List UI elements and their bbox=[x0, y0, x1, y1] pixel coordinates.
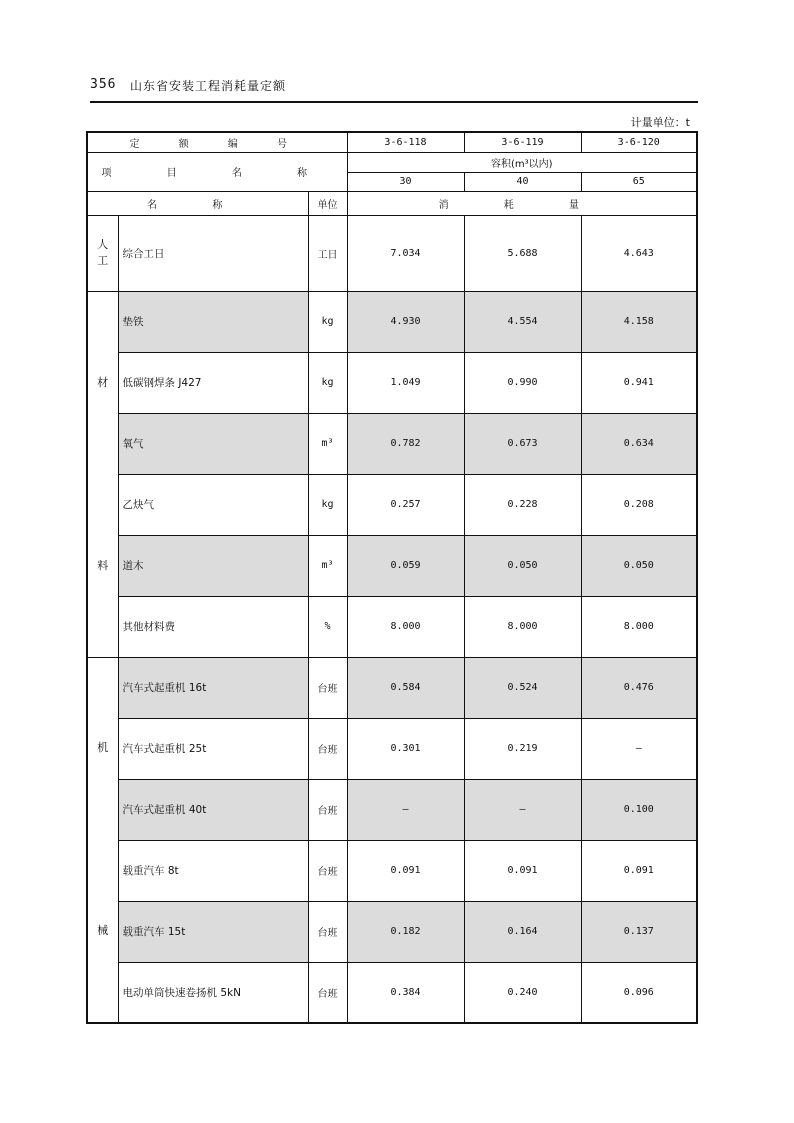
item-value: 8.000 bbox=[581, 596, 697, 657]
item-name: 垫铁 bbox=[118, 291, 308, 352]
item-name: 电动单筒快速卷扬机 5kN bbox=[118, 962, 308, 1023]
unit-label: 计量单位：t bbox=[630, 116, 690, 129]
item-value: 0.096 bbox=[581, 962, 697, 1023]
item-unit: m³ bbox=[308, 535, 347, 596]
quota-table bbox=[86, 131, 698, 1024]
table-row bbox=[87, 779, 697, 840]
item-name: 汽车式起重机 16t bbox=[118, 657, 308, 718]
table-row bbox=[87, 474, 697, 535]
table-row bbox=[87, 291, 697, 352]
item-value: 0.208 bbox=[581, 474, 697, 535]
category-label bbox=[87, 215, 118, 291]
item-value: 0.782 bbox=[347, 413, 464, 474]
table-row bbox=[87, 962, 697, 1023]
category-label bbox=[87, 291, 118, 657]
item-value: 0.584 bbox=[347, 657, 464, 718]
item-unit: kg bbox=[308, 291, 347, 352]
table-row bbox=[87, 840, 697, 901]
table-row bbox=[87, 596, 697, 657]
item-name: 其他材料费 bbox=[118, 596, 308, 657]
item-value: — bbox=[464, 779, 581, 840]
item-name: 乙炔气 bbox=[118, 474, 308, 535]
item-unit: kg bbox=[308, 474, 347, 535]
item-value: 0.091 bbox=[581, 840, 697, 901]
table-row bbox=[87, 901, 697, 962]
item-value: 0.164 bbox=[464, 901, 581, 962]
item-value: 0.091 bbox=[347, 840, 464, 901]
item-name: 氧气 bbox=[118, 413, 308, 474]
item-value: 0.384 bbox=[347, 962, 464, 1023]
item-value: 0.100 bbox=[581, 779, 697, 840]
item-value: 0.182 bbox=[347, 901, 464, 962]
item-name: 低碳钢焊条 J427 bbox=[118, 352, 308, 413]
item-value: 8.000 bbox=[464, 596, 581, 657]
column-consumption-header: 消 耗 量 bbox=[347, 191, 697, 215]
category-char: 材 bbox=[97, 375, 109, 389]
spec-value: 30 bbox=[347, 172, 464, 191]
item-unit: kg bbox=[308, 352, 347, 413]
item-value: 4.643 bbox=[581, 215, 697, 291]
item-value: 0.091 bbox=[464, 840, 581, 901]
item-value: 5.688 bbox=[464, 215, 581, 291]
item-value: 0.941 bbox=[581, 352, 697, 413]
item-name: 道木 bbox=[118, 535, 308, 596]
item-unit: % bbox=[308, 596, 347, 657]
item-value: 4.554 bbox=[464, 291, 581, 352]
table-row bbox=[87, 535, 697, 596]
item-value: 0.990 bbox=[464, 352, 581, 413]
spec-value: 40 bbox=[464, 172, 581, 191]
item-value: 0.050 bbox=[581, 535, 697, 596]
item-value: — bbox=[581, 718, 697, 779]
category-char: 人 bbox=[97, 238, 109, 251]
item-value: 7.034 bbox=[347, 215, 464, 291]
item-unit: 台班 bbox=[308, 657, 347, 718]
page-number: 356 bbox=[90, 77, 117, 92]
item-value: 0.050 bbox=[464, 535, 581, 596]
category-label bbox=[87, 657, 118, 1023]
item-name: 汽车式起重机 25t bbox=[118, 718, 308, 779]
item-value: — bbox=[347, 779, 464, 840]
category-char: 机 bbox=[97, 741, 109, 755]
table-row bbox=[87, 657, 697, 718]
item-value: 0.673 bbox=[464, 413, 581, 474]
category-char: 械 bbox=[97, 924, 109, 938]
item-name: 汽车式起重机 40t bbox=[118, 779, 308, 840]
item-value: 0.240 bbox=[464, 962, 581, 1023]
column-name-header: 名 称 bbox=[87, 191, 308, 215]
quota-code: 3-6-118 bbox=[347, 132, 464, 152]
quota-no-label: 定 额 编 号 bbox=[87, 132, 347, 152]
item-value: 1.049 bbox=[347, 352, 464, 413]
table-row bbox=[87, 352, 697, 413]
item-unit: m³ bbox=[308, 413, 347, 474]
item-value: 0.137 bbox=[581, 901, 697, 962]
item-unit: 台班 bbox=[308, 840, 347, 901]
quota-code: 3-6-119 bbox=[464, 132, 581, 152]
item-name-label: 项 目 名 称 bbox=[87, 152, 347, 191]
item-name: 载重汽车 8t bbox=[118, 840, 308, 901]
category-char: 工 bbox=[97, 254, 109, 267]
category-char: 料 bbox=[97, 558, 109, 572]
item-value: 4.930 bbox=[347, 291, 464, 352]
item-unit: 台班 bbox=[308, 718, 347, 779]
table-row bbox=[87, 718, 697, 779]
item-unit: 工日 bbox=[308, 215, 347, 291]
item-value: 0.228 bbox=[464, 474, 581, 535]
item-unit: 台班 bbox=[308, 779, 347, 840]
book-title: 山东省安装工程消耗量定额 bbox=[130, 79, 287, 93]
item-value: 4.158 bbox=[581, 291, 697, 352]
item-value: 0.476 bbox=[581, 657, 697, 718]
item-name: 综合工日 bbox=[118, 215, 308, 291]
item-value: 0.301 bbox=[347, 718, 464, 779]
page-header bbox=[90, 73, 698, 103]
item-unit: 台班 bbox=[308, 901, 347, 962]
item-value: 8.000 bbox=[347, 596, 464, 657]
item-value: 0.257 bbox=[347, 474, 464, 535]
table-row bbox=[87, 215, 697, 291]
spec-label: 容积(m³以内) bbox=[347, 152, 697, 172]
item-name: 载重汽车 15t bbox=[118, 901, 308, 962]
item-unit: 台班 bbox=[308, 962, 347, 1023]
item-value: 0.059 bbox=[347, 535, 464, 596]
spec-value: 65 bbox=[581, 172, 697, 191]
column-unit-header: 单位 bbox=[308, 191, 347, 215]
table-row bbox=[87, 413, 697, 474]
item-value: 0.524 bbox=[464, 657, 581, 718]
quota-code: 3-6-120 bbox=[581, 132, 697, 152]
item-value: 0.634 bbox=[581, 413, 697, 474]
item-value: 0.219 bbox=[464, 718, 581, 779]
